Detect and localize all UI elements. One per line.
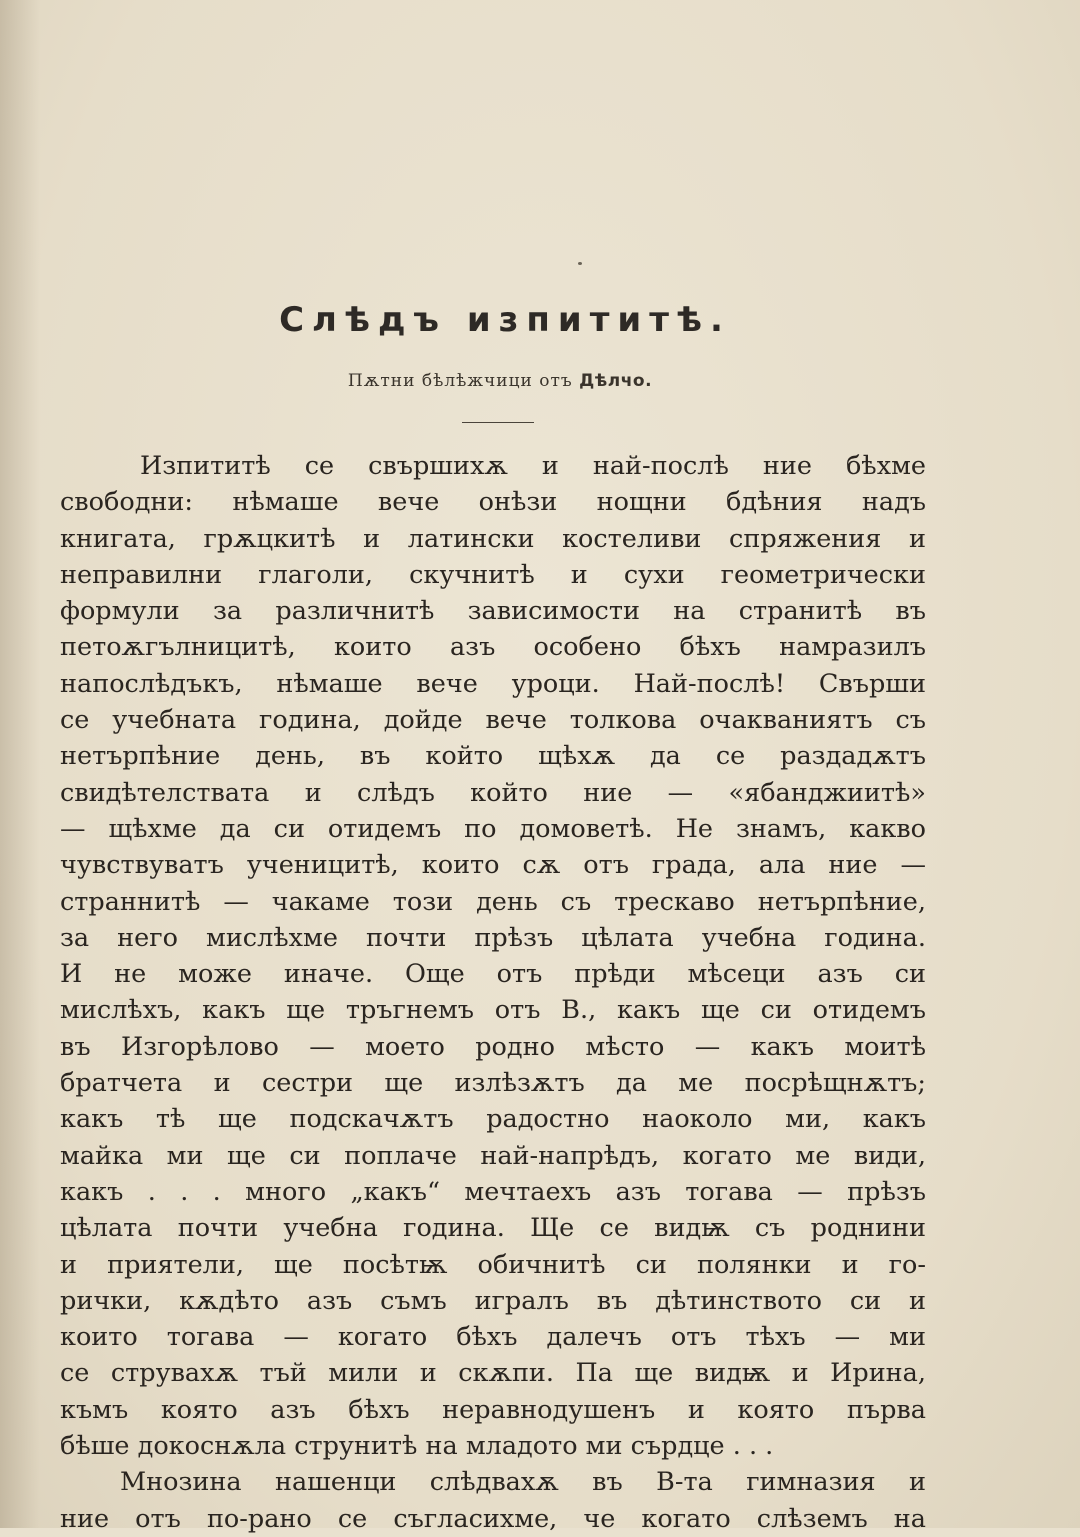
text-line: свободни: нѣмаше вече онѣзи нощни бдѣния надъ xyxy=(60,487,926,518)
text-line: — щѣхме да си отидемъ по домоветѣ. Не знамъ, какво xyxy=(60,813,926,844)
text-line: нетърпѣние день, въ който щѣхѫ да се раздадѫтъ xyxy=(60,741,926,772)
text-line: какъ тѣ ще подскачѫтъ радостно наоколо ми, какъ xyxy=(60,1104,926,1135)
article-body xyxy=(60,448,926,1537)
text-line: книгата, грѫцкитѣ и латински костеливи спряжения и xyxy=(60,523,926,554)
text-line: бѣше докоснѫла струнитѣ на младото ми сърдце . . . xyxy=(60,1431,774,1462)
text-line: какъ . . . много „какъ“ мечтаехъ азъ тогава — прѣзъ xyxy=(60,1176,926,1207)
text-line: страннитѣ — чакаме този день съ трескаво нетърпѣние, xyxy=(60,886,926,917)
text-line: И не може иначе. Още отъ прѣди мѣсеци азъ си xyxy=(60,959,926,990)
text-line: за него мислѣхме почти прѣзъ цѣлата учебна година. xyxy=(60,922,926,953)
text-line: къмъ която азъ бѣхъ неравнодушенъ и която първа xyxy=(60,1394,926,1425)
page-gutter-shadow xyxy=(0,0,40,1528)
subtitle xyxy=(0,371,1000,391)
text-line: рички, кѫдѣто азъ съмъ игралъ въ дѣтинството си и xyxy=(60,1285,926,1316)
text-line: петоѫгълницитѣ, които азъ особено бѣхъ намразилъ xyxy=(60,632,926,663)
text-line: неправилни глаголи, скучнитѣ и сухи геометрически xyxy=(60,559,926,590)
text-line: се учебната година, дойде вече толкова очакваниятъ съ xyxy=(60,705,926,736)
page-title: Слѣдъ изпититѣ. xyxy=(279,300,731,340)
text-line: се струвахѫ тъй мили и скѫпи. Па ще видѭ и Ирина, xyxy=(60,1358,926,1389)
print-speck xyxy=(578,262,582,265)
text-line: братчета и сестри ще излѣзѫтъ да ме посрѣщнѫтъ; xyxy=(60,1068,926,1099)
text-line: ние отъ по-рано се съгласихме, че когато слѣземъ на xyxy=(60,1503,926,1534)
text-line: мислѣхъ, какъ ще тръгнемъ отъ В., какъ ще си отидемъ xyxy=(60,995,926,1026)
text-line: въ Изгорѣлово — моето родно мѣсто — какъ моитѣ xyxy=(60,1031,926,1062)
text-line: напослѣдъкъ, нѣмаше вече уроци. Най-послѣ! Свърши xyxy=(60,668,926,699)
text-line: майка ми ще си поплаче най-напрѣдъ, когато ме види, xyxy=(60,1140,926,1171)
text-line: цѣлата почти учебна година. Ще се видѭ съ роднини xyxy=(60,1213,926,1244)
title-divider xyxy=(462,422,534,423)
text-line: Мнозина нашенци слѣдвахѫ въ В-та гимназия и xyxy=(120,1467,926,1498)
text-line: и приятели, ще посѣтѭ обичнитѣ си полянки и го- xyxy=(60,1249,926,1280)
text-line: които тогава — когато бѣхъ далечъ отъ тѣхъ — ми xyxy=(60,1322,926,1353)
author-name: Дѣлчо. xyxy=(579,371,653,391)
subtitle-text: Пѫтни бѣлѣжчици отъ xyxy=(347,371,573,391)
text-line: чувствуватъ ученицитѣ, които сѫ отъ града, ала ние — xyxy=(60,850,926,881)
text-line: свидѣтелствата и слѣдъ който ние — «ябанджиитѣ» xyxy=(60,777,926,808)
text-line: формули за различнитѣ зависимости на странитѣ въ xyxy=(60,596,926,627)
text-line: Изпититѣ се свършихѫ и най-послѣ ние бѣхме xyxy=(140,451,926,481)
